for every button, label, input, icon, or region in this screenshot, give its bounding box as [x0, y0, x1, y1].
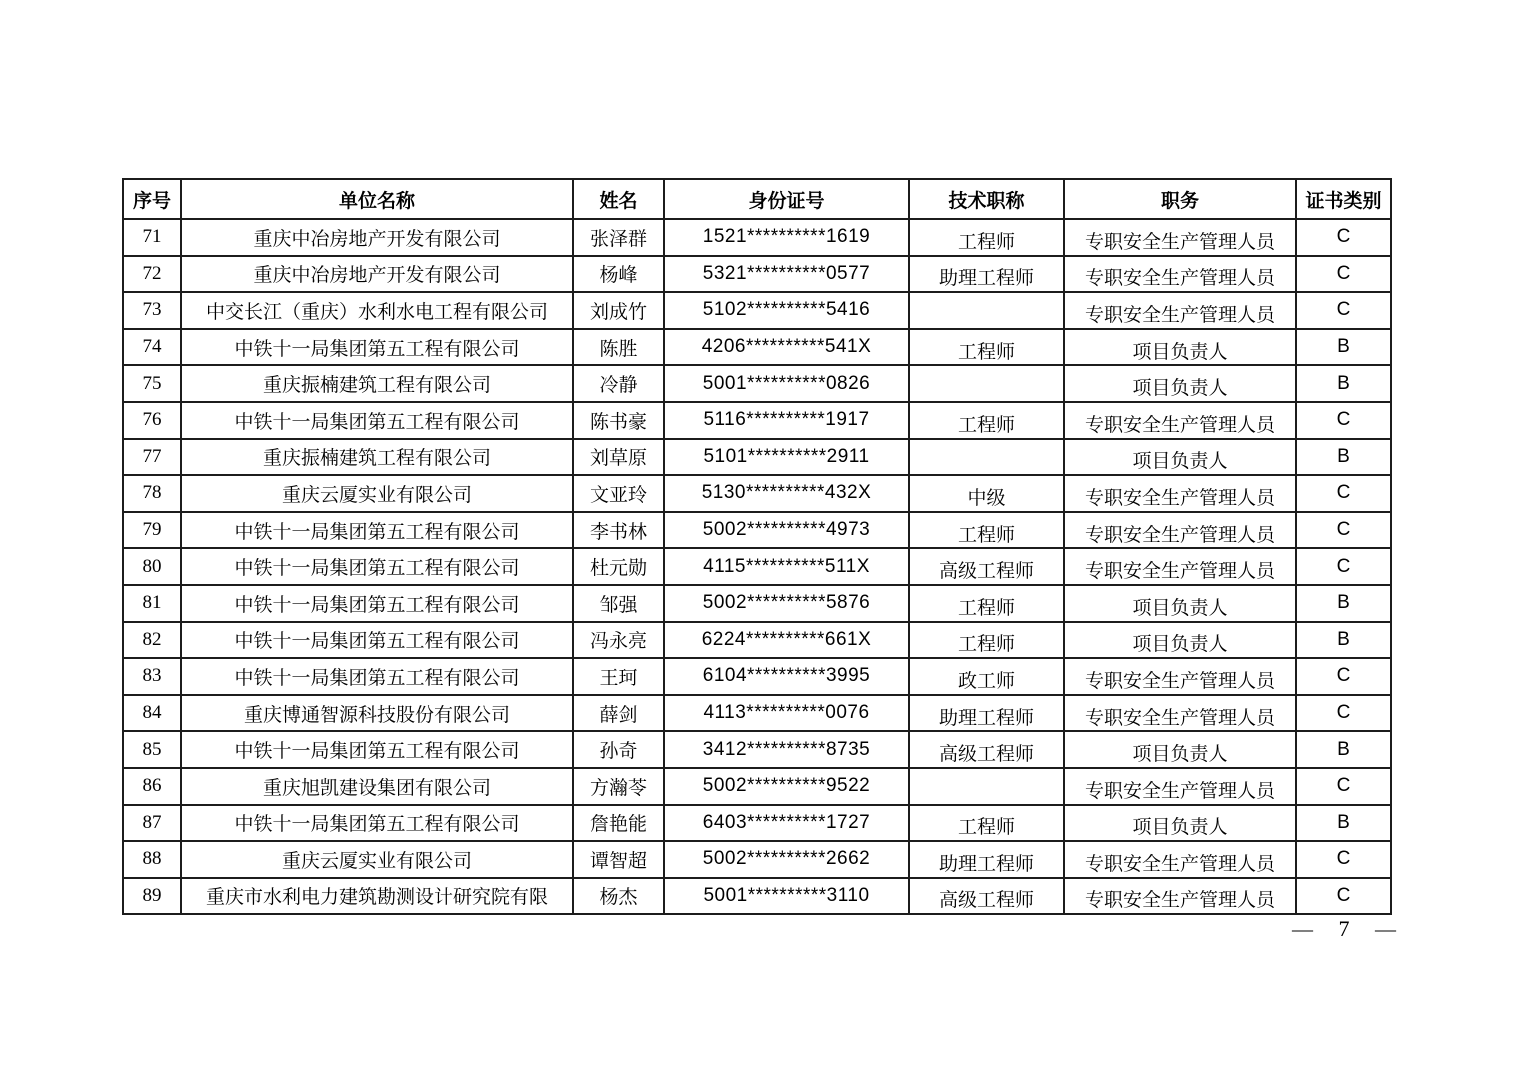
person-name-cell: 王珂: [573, 658, 664, 695]
certificate-category-cell: C: [1296, 841, 1391, 878]
position-text: 专职安全生产管理人员: [1084, 853, 1275, 875]
page-dash-right: —: [1375, 916, 1396, 941]
tech-title-text: 高级工程师: [938, 561, 1034, 583]
table-row: [123, 292, 1391, 329]
certificate-category-cell: C: [1296, 292, 1391, 329]
id-number-cell: 6224**********661X: [664, 622, 909, 659]
serial-number-cell: 75: [123, 365, 181, 402]
position-text: 项目负责人: [1132, 451, 1228, 473]
tech-title-cell: [909, 585, 1064, 622]
position-text: 专职安全生产管理人员: [1084, 780, 1275, 802]
table-row: [123, 768, 1391, 805]
person-name-cell: 杜元勋: [573, 548, 664, 585]
table-row: [123, 512, 1391, 549]
position-text: 专职安全生产管理人员: [1084, 268, 1275, 290]
column-header-id: 身份证号: [664, 179, 909, 219]
tech-title-cell: [909, 695, 1064, 732]
table-row: [123, 731, 1391, 768]
tech-title-cell: [909, 658, 1064, 695]
column-header-company: 单位名称: [181, 179, 573, 219]
id-number-cell: 5001**********0826: [664, 365, 909, 402]
company-name-cell: 中铁十一局集团第五工程有限公司: [181, 622, 573, 659]
tech-title-text: 高级工程师: [938, 890, 1034, 912]
tech-title-text: 工程师: [957, 231, 1015, 253]
table-row: [123, 805, 1391, 842]
company-name-cell: 重庆云厦实业有限公司: [181, 475, 573, 512]
id-number-cell: 5116**********1917: [664, 402, 909, 439]
column-header-serial: 序号: [123, 179, 181, 219]
tech-title-cell: [909, 731, 1064, 768]
id-number-cell: 3412**********8735: [664, 731, 909, 768]
tech-title-cell: [909, 768, 1064, 805]
company-name-cell: 重庆中冶房地产开发有限公司: [181, 256, 573, 293]
tech-title-text: 政工师: [957, 670, 1015, 692]
table-row: [123, 256, 1391, 293]
serial-number-cell: 76: [123, 402, 181, 439]
company-name-cell: 中铁十一局集团第五工程有限公司: [181, 329, 573, 366]
tech-title-cell: [909, 329, 1064, 366]
id-number-cell: 4115**********511X: [664, 548, 909, 585]
id-number-cell: 4206**********541X: [664, 329, 909, 366]
tech-title-text: 助理工程师: [938, 853, 1034, 875]
person-name-cell: 冷静: [573, 365, 664, 402]
company-name-cell: 中铁十一局集团第五工程有限公司: [181, 402, 573, 439]
serial-number-cell: 84: [123, 695, 181, 732]
tech-title-text: 助理工程师: [938, 707, 1034, 729]
certificate-category-cell: C: [1296, 512, 1391, 549]
certificate-category-cell: C: [1296, 475, 1391, 512]
tech-title-cell: [909, 402, 1064, 439]
tech-title-cell: [909, 512, 1064, 549]
table-row: [123, 548, 1391, 585]
person-name-cell: 刘草原: [573, 439, 664, 476]
person-name-cell: 孙奇: [573, 731, 664, 768]
position-text: 项目负责人: [1132, 634, 1228, 656]
serial-number-cell: 74: [123, 329, 181, 366]
company-name-cell: 中铁十一局集团第五工程有限公司: [181, 658, 573, 695]
position-text: 项目负责人: [1132, 378, 1228, 400]
position-cell: [1064, 402, 1296, 439]
id-number-cell: 5001**********3110: [664, 878, 909, 915]
table-row: [123, 585, 1391, 622]
certificate-table: [122, 178, 1392, 915]
id-number-cell: 6403**********1727: [664, 805, 909, 842]
position-text: 专职安全生产管理人员: [1084, 561, 1275, 583]
serial-number-cell: 79: [123, 512, 181, 549]
position-cell: [1064, 622, 1296, 659]
column-header-title: 技术职称: [909, 179, 1064, 219]
page-number: [1292, 916, 1396, 942]
position-text: 专职安全生产管理人员: [1084, 414, 1275, 436]
page-dash-left: —: [1292, 916, 1313, 941]
serial-number-cell: 82: [123, 622, 181, 659]
serial-number-cell: 86: [123, 768, 181, 805]
position-text: 专职安全生产管理人员: [1084, 707, 1275, 729]
tech-title-cell: [909, 475, 1064, 512]
id-number-cell: 5002**********9522: [664, 768, 909, 805]
position-cell: [1064, 512, 1296, 549]
certificate-category-cell: C: [1296, 878, 1391, 915]
position-text: 专职安全生产管理人员: [1084, 524, 1275, 546]
tech-title-cell: [909, 841, 1064, 878]
company-name-cell: 重庆云厦实业有限公司: [181, 841, 573, 878]
person-name-cell: 谭智超: [573, 841, 664, 878]
table-row: [123, 329, 1391, 366]
serial-number-cell: 77: [123, 439, 181, 476]
person-name-cell: 文亚玲: [573, 475, 664, 512]
tech-title-text: 工程师: [957, 634, 1015, 656]
position-cell: [1064, 805, 1296, 842]
person-name-cell: 詹艳能: [573, 805, 664, 842]
position-cell: [1064, 731, 1296, 768]
company-name-cell: 中铁十一局集团第五工程有限公司: [181, 548, 573, 585]
position-text: 专职安全生产管理人员: [1084, 670, 1275, 692]
position-cell: [1064, 768, 1296, 805]
position-cell: [1064, 475, 1296, 512]
company-name-cell: 中铁十一局集团第五工程有限公司: [181, 731, 573, 768]
id-number-cell: 4113**********0076: [664, 695, 909, 732]
tech-title-text: 工程师: [957, 817, 1015, 839]
serial-number-cell: 85: [123, 731, 181, 768]
company-name-cell: 中交长江（重庆）水利水电工程有限公司: [181, 292, 573, 329]
position-cell: [1064, 365, 1296, 402]
serial-number-cell: 88: [123, 841, 181, 878]
certificate-category-cell: C: [1296, 695, 1391, 732]
position-cell: [1064, 219, 1296, 256]
table-row: [123, 695, 1391, 732]
position-cell: [1064, 329, 1296, 366]
person-name-cell: 杨杰: [573, 878, 664, 915]
serial-number-cell: 78: [123, 475, 181, 512]
person-name-cell: 张泽群: [573, 219, 664, 256]
company-name-cell: 中铁十一局集团第五工程有限公司: [181, 512, 573, 549]
position-cell: [1064, 256, 1296, 293]
tech-title-cell: [909, 878, 1064, 915]
position-cell: [1064, 841, 1296, 878]
position-cell: [1064, 439, 1296, 476]
person-name-cell: 刘成竹: [573, 292, 664, 329]
id-number-cell: 5130**********432X: [664, 475, 909, 512]
person-name-cell: 李书林: [573, 512, 664, 549]
id-number-cell: 5002**********2662: [664, 841, 909, 878]
certificate-category-cell: C: [1296, 658, 1391, 695]
table-row: [123, 402, 1391, 439]
serial-number-cell: 83: [123, 658, 181, 695]
id-number-cell: 6104**********3995: [664, 658, 909, 695]
tech-title-cell: [909, 439, 1064, 476]
company-name-cell: 重庆振楠建筑工程有限公司: [181, 365, 573, 402]
tech-title-cell: [909, 805, 1064, 842]
tech-title-text: 工程师: [957, 414, 1015, 436]
position-cell: [1064, 878, 1296, 915]
person-name-cell: 方瀚苓: [573, 768, 664, 805]
certificate-category-cell: C: [1296, 768, 1391, 805]
tech-title-cell: [909, 622, 1064, 659]
table-row: [123, 219, 1391, 256]
person-name-cell: 薛剑: [573, 695, 664, 732]
serial-number-cell: 72: [123, 256, 181, 293]
certificate-category-cell: B: [1296, 805, 1391, 842]
column-header-name: 姓名: [573, 179, 664, 219]
certificate-category-cell: C: [1296, 402, 1391, 439]
id-number-cell: 5002**********4973: [664, 512, 909, 549]
column-header-category: 证书类别: [1296, 179, 1391, 219]
table-row: [123, 878, 1391, 915]
table-row: [123, 658, 1391, 695]
certificate-category-cell: C: [1296, 256, 1391, 293]
tech-title-cell: [909, 548, 1064, 585]
company-name-cell: 重庆中冶房地产开发有限公司: [181, 219, 573, 256]
tech-title-cell: [909, 292, 1064, 329]
company-name-cell: 中铁十一局集团第五工程有限公司: [181, 585, 573, 622]
table-header-row: [123, 179, 1391, 219]
person-name-cell: 冯永亮: [573, 622, 664, 659]
table-row: [123, 841, 1391, 878]
id-number-cell: 5101**********2911: [664, 439, 909, 476]
company-name-cell: 重庆振楠建筑工程有限公司: [181, 439, 573, 476]
position-text: 专职安全生产管理人员: [1084, 890, 1275, 912]
tech-title-text: 中级: [967, 487, 1006, 509]
position-text: 项目负责人: [1132, 597, 1228, 619]
tech-title-text: 高级工程师: [938, 744, 1034, 766]
position-text: 专职安全生产管理人员: [1084, 487, 1275, 509]
serial-number-cell: 80: [123, 548, 181, 585]
column-header-position: 职务: [1064, 179, 1296, 219]
position-text: 项目负责人: [1132, 817, 1228, 839]
company-name-cell: 重庆博通智源科技股份有限公司: [181, 695, 573, 732]
table-row: [123, 622, 1391, 659]
person-name-cell: 陈书豪: [573, 402, 664, 439]
person-name-cell: 陈胜: [573, 329, 664, 366]
table-row: [123, 475, 1391, 512]
tech-title-text: 工程师: [957, 524, 1015, 546]
person-name-cell: 杨峰: [573, 256, 664, 293]
id-number-cell: 1521**********1619: [664, 219, 909, 256]
position-cell: [1064, 548, 1296, 585]
person-name-cell: 邹强: [573, 585, 664, 622]
tech-title-cell: [909, 256, 1064, 293]
page-number-value: 7: [1338, 916, 1350, 941]
position-cell: [1064, 695, 1296, 732]
table-row: [123, 439, 1391, 476]
position-text: 专职安全生产管理人员: [1084, 231, 1275, 253]
position-cell: [1064, 658, 1296, 695]
position-cell: [1064, 292, 1296, 329]
tech-title-text: 工程师: [957, 341, 1015, 363]
id-number-cell: 5102**********5416: [664, 292, 909, 329]
certificate-category-cell: B: [1296, 731, 1391, 768]
serial-number-cell: 71: [123, 219, 181, 256]
company-name-cell: 重庆旭凯建设集团有限公司: [181, 768, 573, 805]
table-row: [123, 365, 1391, 402]
certificate-category-cell: B: [1296, 585, 1391, 622]
certificate-category-cell: C: [1296, 219, 1391, 256]
serial-number-cell: 81: [123, 585, 181, 622]
id-number-cell: 5002**********5876: [664, 585, 909, 622]
tech-title-cell: [909, 219, 1064, 256]
tech-title-cell: [909, 365, 1064, 402]
position-text: 项目负责人: [1132, 744, 1228, 766]
position-text: 专职安全生产管理人员: [1084, 304, 1275, 326]
certificate-category-cell: B: [1296, 622, 1391, 659]
serial-number-cell: 87: [123, 805, 181, 842]
serial-number-cell: 89: [123, 878, 181, 915]
company-name-cell: 重庆市水利电力建筑勘测设计研究院有限: [181, 878, 573, 915]
id-number-cell: 5321**********0577: [664, 256, 909, 293]
certificate-category-cell: B: [1296, 329, 1391, 366]
serial-number-cell: 73: [123, 292, 181, 329]
tech-title-text: 工程师: [957, 597, 1015, 619]
tech-title-text: 助理工程师: [938, 268, 1034, 290]
position-text: 项目负责人: [1132, 341, 1228, 363]
position-cell: [1064, 585, 1296, 622]
company-name-cell: 中铁十一局集团第五工程有限公司: [181, 805, 573, 842]
certificate-category-cell: C: [1296, 548, 1391, 585]
certificate-category-cell: B: [1296, 439, 1391, 476]
certificate-category-cell: B: [1296, 365, 1391, 402]
